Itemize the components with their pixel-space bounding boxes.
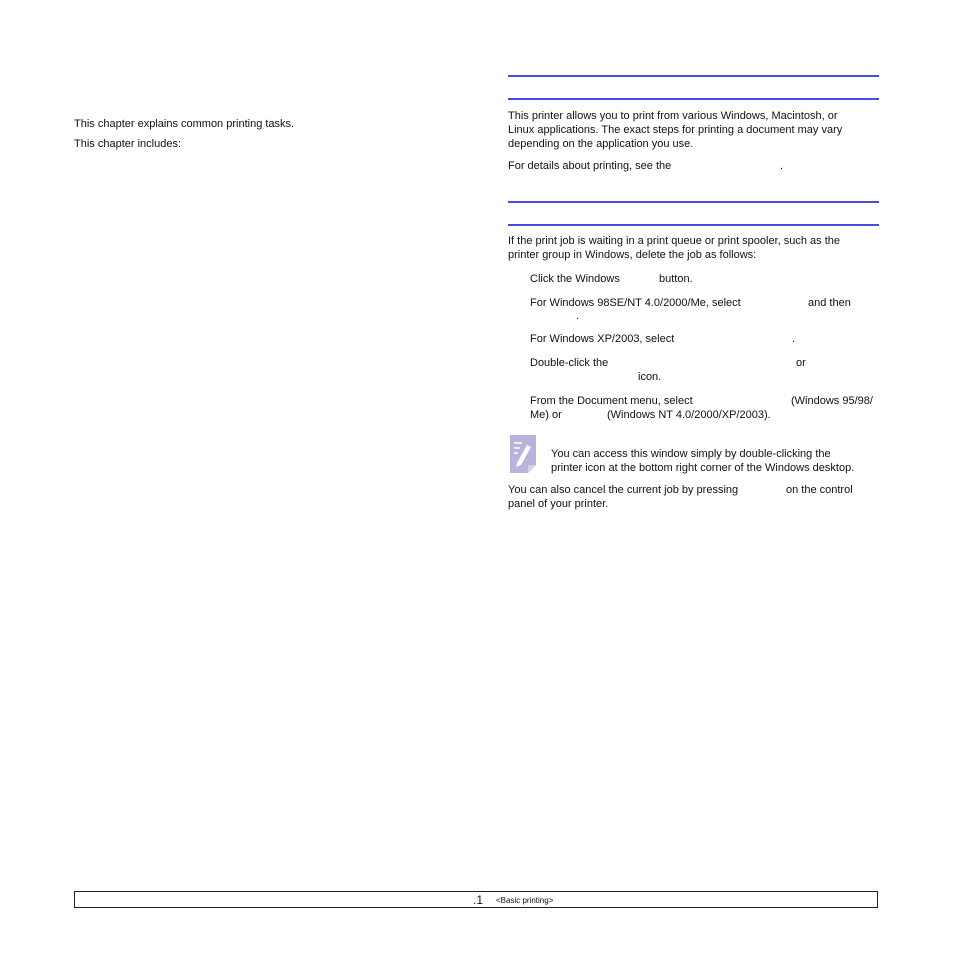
print-para-line-1: This printer allows you to print from various Windows, Macintosh, or	[508, 110, 838, 122]
step5-text-d: (Windows NT 4.0/2000/XP/2003).	[607, 409, 771, 421]
chapter-title: <Basic printing>	[496, 896, 554, 905]
note-line-1: You can access this window simply by double-clicking the	[551, 448, 831, 460]
outro-text-b: on the control	[786, 484, 853, 496]
chapter-intro-text: This chapter explains common printing tasks.	[74, 118, 295, 130]
step3-text-b: .	[792, 333, 796, 345]
note-line-2: printer icon at the bottom right corner of the Windows desktop.	[551, 462, 855, 474]
step2-text-a: For Windows 98SE/NT 4.0/2000/Me, select	[530, 297, 741, 309]
step3-text-a: For Windows XP/2003, select	[530, 333, 675, 345]
page-number: .1	[473, 893, 484, 907]
print-para-line-3: depending on the application you use.	[508, 138, 694, 150]
step2-text-c: .	[576, 310, 580, 322]
outro-text-c: panel of your printer.	[508, 498, 609, 510]
section-rule-bottom	[508, 98, 879, 100]
step1-text-a: Click the Windows	[530, 273, 620, 285]
step5-text-c: Me) or	[530, 409, 562, 421]
page-footer	[74, 891, 878, 908]
cancel-rule-top	[508, 201, 879, 203]
print-details-text: For details about printing, see the	[508, 160, 672, 172]
print-details-period: .	[780, 160, 784, 172]
step1-text-b: button.	[659, 273, 693, 285]
step4-text-a: Double-click the	[530, 357, 609, 369]
step2-text-b: and then	[808, 297, 851, 309]
chapter-includes-text: This chapter includes:	[74, 138, 181, 150]
print-para-line-2: Linux applications. The exact steps for printing a document may vary	[508, 124, 843, 136]
outro-text-a: You can also cancel the current job by pressing	[508, 484, 739, 496]
cancel-rule-bottom	[508, 224, 879, 226]
step5-text-a: From the Document menu, select	[530, 395, 693, 407]
step4-text-b: or	[796, 357, 806, 369]
cancel-intro-line-1: If the print job is waiting in a print queue or print spooler, such as the	[508, 235, 841, 247]
cancel-intro-line-2: printer group in Windows, delete the job as follows:	[508, 249, 757, 261]
step4-text-c: icon.	[638, 371, 662, 383]
step5-text-b: (Windows 95/98/	[791, 395, 873, 407]
note-pencil-icon	[508, 435, 538, 473]
section-rule-top	[508, 75, 879, 77]
